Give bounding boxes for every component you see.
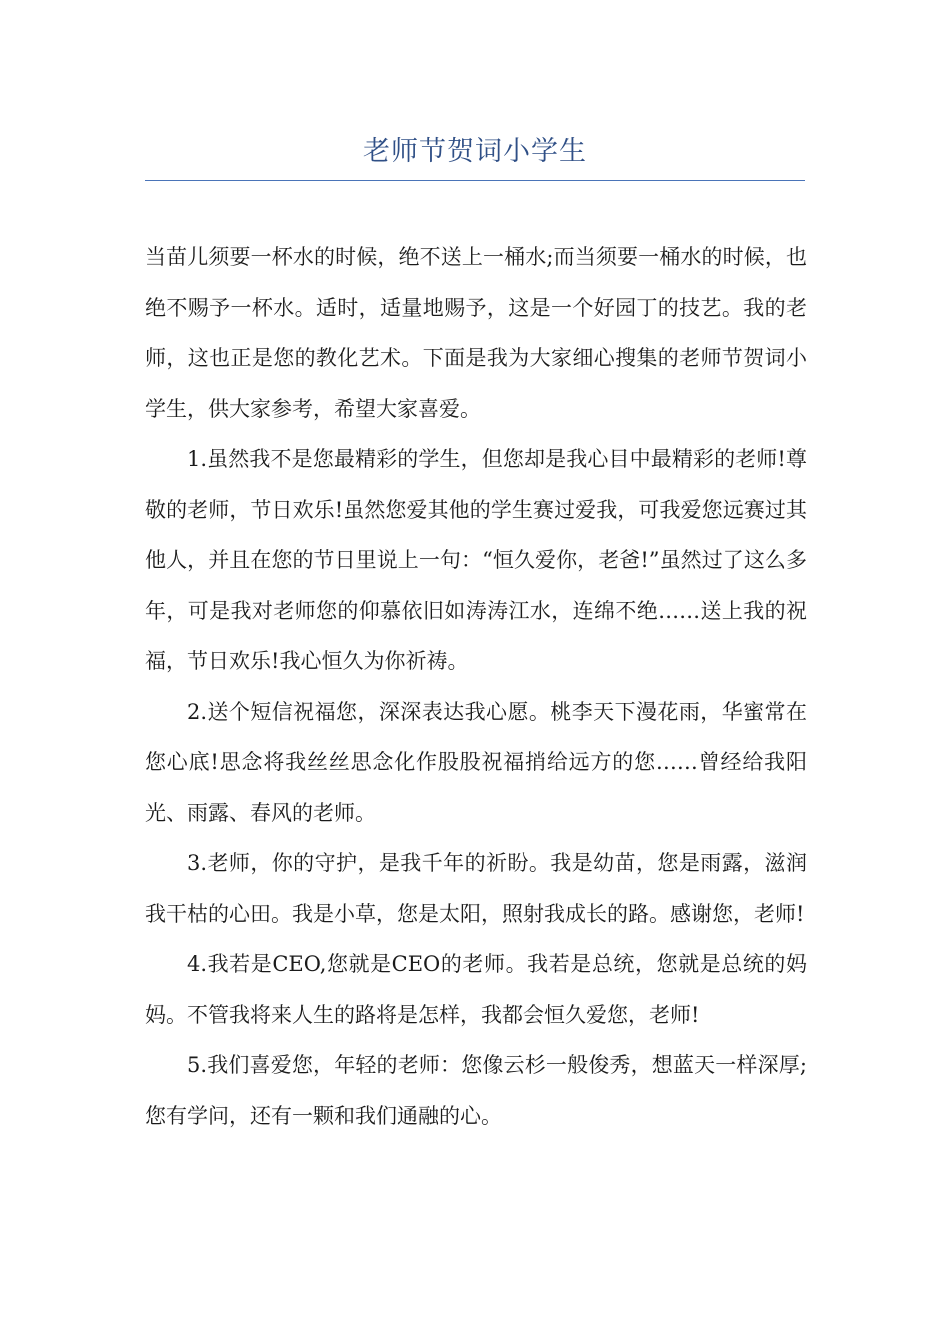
title-underline (145, 180, 805, 181)
intro-paragraph: 当苗儿须要一杯水的时候，绝不送上一桶水;而当须要一桶水的时候，也绝不赐予一杯水。适时，适量地赐予，这是一个好园丁的技艺。我的老师，这也正是您的教化艺术。下面是我为大家细心搜集的老师节贺词小学生，供大家参考，希望大家喜爱。 (145, 245, 807, 421)
document-title: 老师节贺词小学生 (363, 136, 587, 167)
paragraph-4: 4.我若是CEO,您就是CEO的老师。我若是总统，您就是总统的妈妈。不管我将来人生的路将是怎样，我都会恒久爱您，老师! (145, 952, 807, 1027)
paragraph-3: 3.老师，你的守护，是我千年的祈盼。我是幼苗，您是雨露，滋润我干枯的心田。我是小草，您是太阳，照射我成长的路。感谢您，老师! (145, 851, 807, 926)
paragraph-1: 1.虽然我不是您最精彩的学生，但您却是我心目中最精彩的老师!尊敬的老师，节日欢乐!虽然您爱其他的学生赛过爱我，可我爱您远赛过其他人，并且在您的节日里说上一句：“恒久爱你，老爸!”虽然过了这么多年，可是我对老师您的仰慕依旧如涛涛江水，连绵不绝……送上我的祝福，节日欢乐!我心恒久为你祈祷。 (145, 447, 807, 673)
paragraph-5: 5.我们喜爱您，年轻的老师：您像云杉一般俊秀，想蓝天一样深厚;您有学问，还有一颗和我们通融的心。 (145, 1053, 807, 1128)
document-body (145, 232, 807, 1141)
paragraph-2: 2.送个短信祝福您，深深表达我心愿。桃李天下漫花雨，华蜜常在您心底!思念将我丝丝思念化作股股祝福捎给远方的您……曾经给我阳光、雨露、春风的老师。 (145, 699, 807, 825)
